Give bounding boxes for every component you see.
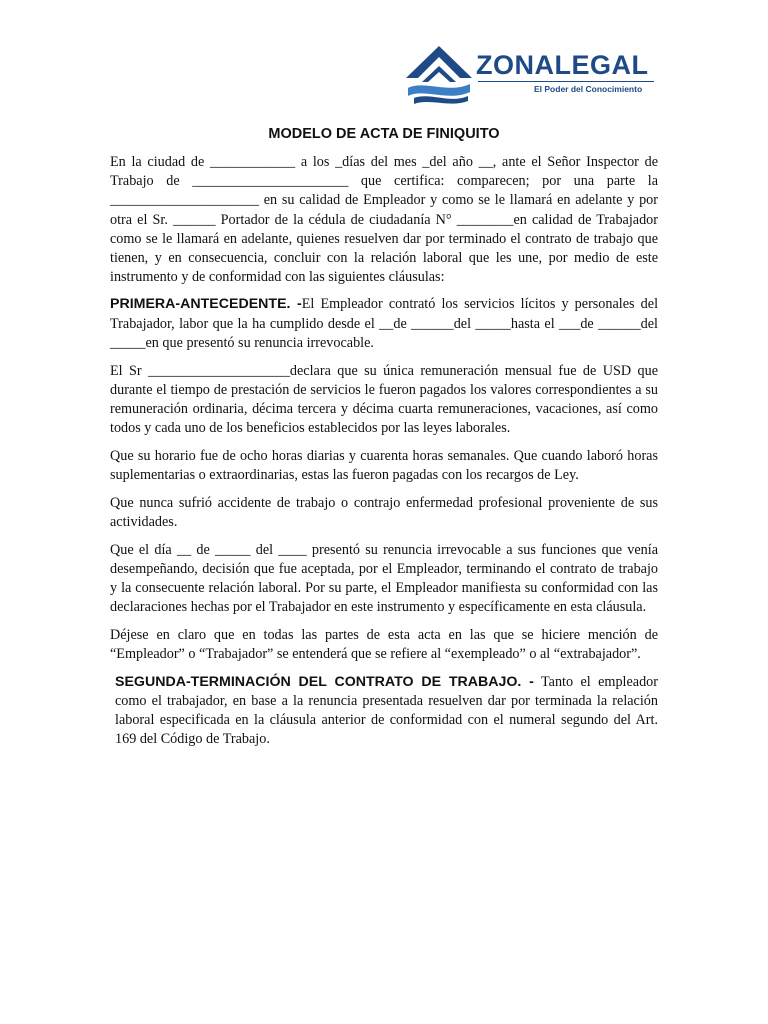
zonalegal-logo [404, 44, 656, 108]
clause-segunda-text: Tanto el empleador como el trabajador, en base a la renuncia presentada resuelven dar por terminada la relación laboral especificada en la cláusula anterior de conformidad con el numeral segundo del Art. 169 del Código de Trabajo. [115, 673, 658, 748]
clause-segunda-paragraph [110, 673, 658, 750]
remuneration-paragraph: El Sr ____________________declara que su única remuneración mensual fue de USD que durante el tiempo de prestación de servicios le fueron pagados los valores correspondientes a su remuneración ordinaria, décima tercera y décima cuarta remuneraciones, vacaciones, así como todos y cada uno de los beneficios establecidos por las leyes laborales. [110, 362, 658, 437]
logo-brand-name: ZONALEGAL [476, 50, 649, 80]
clause-primera-heading: PRIMERA-ANTECEDENTE. - [110, 296, 302, 313]
logo-tagline: El Poder del Conocimiento [534, 84, 643, 94]
document-body [110, 153, 658, 758]
resignation-paragraph: Que el día __ de _____ del ____ presentó su renuncia irrevocable a sus funciones que venía desempeñando, decisión que fue aceptada, por el Empleador, terminando el contrato de trabajo y la consecuente relación laboral. Por su parte, el Empleador manifiesta su conformidad con las declaraciones hechas por el Trabajador en este instrumento y específicamente en esta cláusula. [110, 541, 658, 616]
schedule-paragraph: Que su horario fue de ocho horas diarias y cuarenta horas semanales. Que cuando laboró horas suplementarias o extraordinarias, estas las fueron pagadas con los recargos de Ley. [110, 447, 658, 484]
zonalegal-logo-icon [404, 44, 474, 106]
logo-divider [478, 81, 654, 82]
clause-primera-paragraph [110, 295, 658, 353]
clause-segunda-heading: SEGUNDA-TERMINACIÓN DEL CONTRATO DE TRABAJO. - [115, 673, 534, 690]
accident-paragraph: Que nunca sufrió accidente de trabajo o contrajo enfermedad profesional proveniente de sus actividades. [110, 494, 658, 530]
clause-primera-text: El Empleador contrató los servicios lícitos y personales del Trabajador, labor que la ha cumplido desde el __de ______del _____hasta el ___de ______del _____en que presentó su renuncia irrevocable. [110, 296, 659, 351]
definitions-paragraph: Déjese en claro que en todas las partes de esta acta en las que se hiciere mención de “Empleador” o “Trabajador” se entenderá que se refiere al “exempleado” o al “extrabajador”. [110, 626, 658, 663]
intro-paragraph: En la ciudad de ____________ a los _días del mes _del año __, ante el Señor Inspector de Trabajo de ______________________ que certifica: comparecen; por una parte la _____________________ en su calidad de Empleador y como se le llamará en adelante y por otra el Sr. ______ Portador de la cédula de ciudadanía N° ________en calidad de Trabajador como se le llamará en adelante, quienes resuelven dar por terminado el contrato de trabajo que tienen, y en consecuencia, concluir con la relación laboral que les une, por medio de este instrumento y de conformidad con las siguientes cláusulas: [110, 154, 658, 286]
document-title: MODELO DE ACTA DE FINIQUITO [268, 126, 500, 142]
